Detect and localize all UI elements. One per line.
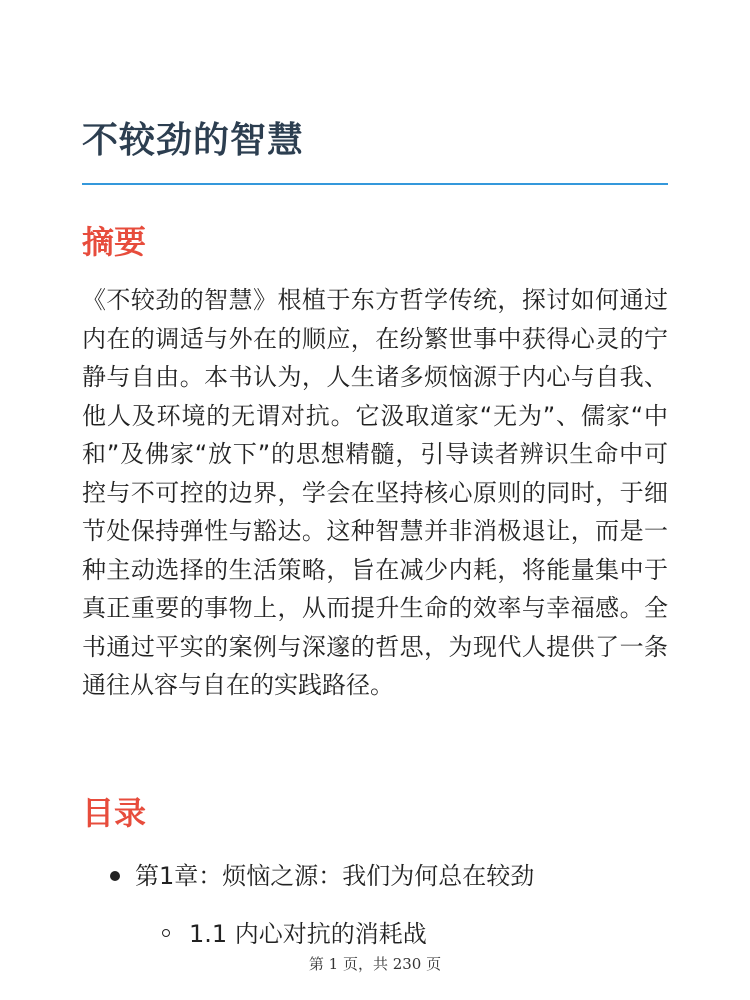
summary-heading: 摘要 (82, 223, 147, 261)
summary-paragraph: 《不较劲的智慧》根植于东方哲学传统，探讨如何通过内在的调适与外在的顺应，在纷繁世事中获得心灵的宁静与自由。本书认为，人生诸多烦恼源于内心与自我、他人及环境的无谓对抗。它汲取道家“无为”、儒家“中和”及佛家“放下”的思想精髓，引导读者辨识生命中可控与不可控的边界，学会在坚持核心原则的同时，于细节处保持弹性与豁达。这种智慧并非消极退让，而是一种主动选择的生活策略，旨在减少内耗，将能量集中于真正重要的事物上，从而提升生命的效率与幸福感。全书通过平实的案例与深邃的哲思，为现代人提供了一条通往从容与自在的实践路径。 (82, 286, 668, 699)
toc-section-1-1[interactable]: 1.1 内心对抗的消耗战 (189, 920, 427, 948)
title-divider (82, 183, 668, 185)
book-title: 不较劲的智慧 (82, 120, 305, 161)
toc-chapter-1[interactable]: 第1章：烦恼之源：我们为何总在较劲 (135, 862, 535, 890)
toc-heading: 目录 (82, 794, 147, 832)
bullet-circle-icon (162, 929, 170, 937)
bullet-disc-icon (110, 871, 120, 881)
page-number: 第 1 页，共 230 页 (308, 955, 442, 973)
